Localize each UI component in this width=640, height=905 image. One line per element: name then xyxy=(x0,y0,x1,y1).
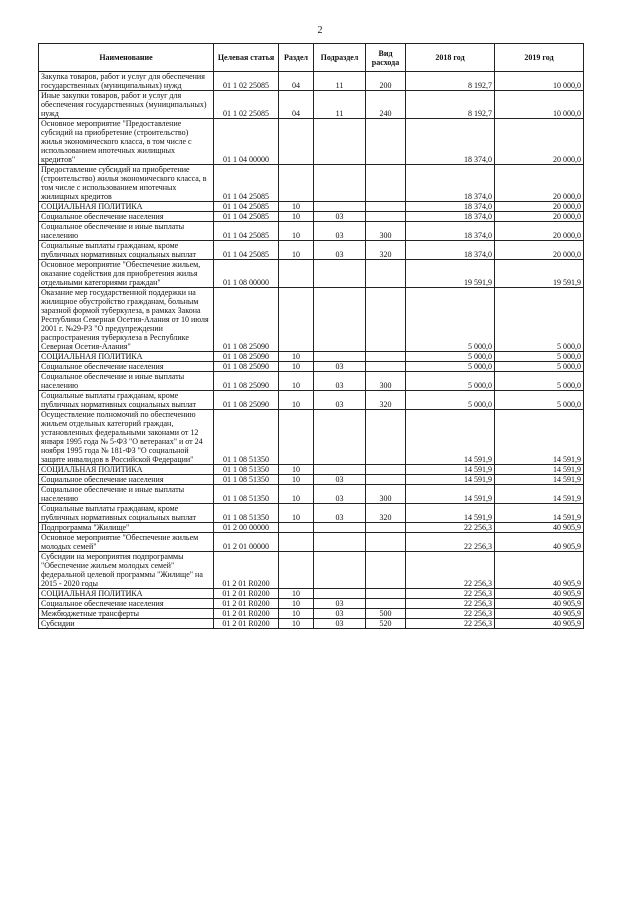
cell-section xyxy=(279,260,314,288)
cell-expense-type xyxy=(366,212,406,222)
cell-expense-type: 520 xyxy=(366,619,406,629)
cell-amount-2018: 14 591,9 xyxy=(406,410,495,465)
table-row xyxy=(39,410,584,465)
cell-expense-type: 500 xyxy=(366,609,406,619)
cell-amount-2018: 5 000,0 xyxy=(406,362,495,372)
cell-amount-2018: 5 000,0 xyxy=(406,288,495,352)
cell-name: Межбюджетные трансферты xyxy=(39,609,214,619)
table-row xyxy=(39,165,584,202)
cell-expense-type: 300 xyxy=(366,372,406,391)
cell-subsection: 03 xyxy=(314,619,366,629)
cell-target-article: 01 2 01 R0200 xyxy=(214,619,279,629)
table-row xyxy=(39,260,584,288)
cell-name: Социальные выплаты гражданам, кроме публичных нормативных социальных выплат xyxy=(39,241,214,260)
cell-target-article: 01 2 01 R0200 xyxy=(214,589,279,599)
cell-name: Основное мероприятие "Обеспечение жильем, оказание содействия для приобретения жилья отдельными категориями граждан" xyxy=(39,260,214,288)
cell-subsection: 03 xyxy=(314,599,366,609)
cell-amount-2018: 14 591,9 xyxy=(406,485,495,504)
cell-expense-type xyxy=(366,288,406,352)
table-row xyxy=(39,202,584,212)
cell-amount-2019: 5 000,0 xyxy=(495,372,584,391)
cell-amount-2018: 22 256,3 xyxy=(406,619,495,629)
cell-expense-type xyxy=(366,599,406,609)
cell-amount-2018: 5 000,0 xyxy=(406,372,495,391)
cell-amount-2019: 14 591,9 xyxy=(495,465,584,475)
cell-subsection: 03 xyxy=(314,372,366,391)
cell-name: Социальное обеспечение населения xyxy=(39,362,214,372)
cell-amount-2019: 40 905,9 xyxy=(495,599,584,609)
cell-expense-type xyxy=(366,552,406,589)
table-row xyxy=(39,609,584,619)
header-year-2018: 2018 год xyxy=(406,44,495,72)
header-name: Наименование xyxy=(39,44,214,72)
cell-subsection xyxy=(314,202,366,212)
cell-subsection: 03 xyxy=(314,241,366,260)
table-row xyxy=(39,72,584,91)
cell-subsection: 03 xyxy=(314,212,366,222)
cell-target-article: 01 2 01 R0200 xyxy=(214,599,279,609)
cell-section: 10 xyxy=(279,465,314,475)
cell-expense-type xyxy=(366,523,406,533)
cell-amount-2019: 40 905,9 xyxy=(495,589,584,599)
cell-subsection: 03 xyxy=(314,391,366,410)
cell-section: 10 xyxy=(279,352,314,362)
cell-section: 10 xyxy=(279,202,314,212)
cell-amount-2018: 14 591,9 xyxy=(406,475,495,485)
cell-target-article: 01 2 01 R0200 xyxy=(214,552,279,589)
cell-amount-2019: 10 000,0 xyxy=(495,91,584,119)
cell-section xyxy=(279,533,314,552)
cell-target-article: 01 1 08 51350 xyxy=(214,410,279,465)
cell-expense-type xyxy=(366,589,406,599)
cell-amount-2018: 18 374,0 xyxy=(406,241,495,260)
cell-section: 10 xyxy=(279,609,314,619)
cell-expense-type xyxy=(366,260,406,288)
cell-target-article: 01 1 04 25085 xyxy=(214,212,279,222)
cell-target-article: 01 2 00 00000 xyxy=(214,523,279,533)
cell-subsection xyxy=(314,589,366,599)
cell-name: СОЦИАЛЬНАЯ ПОЛИТИКА xyxy=(39,352,214,362)
cell-name: Социальное обеспечение и иные выплаты населению xyxy=(39,485,214,504)
cell-name: Социальное обеспечение населения xyxy=(39,599,214,609)
cell-target-article: 01 1 08 25090 xyxy=(214,288,279,352)
cell-subsection: 03 xyxy=(314,485,366,504)
cell-target-article: 01 1 08 25090 xyxy=(214,391,279,410)
table-row xyxy=(39,288,584,352)
cell-subsection: 03 xyxy=(314,504,366,523)
cell-amount-2019: 5 000,0 xyxy=(495,288,584,352)
cell-amount-2018: 19 591,9 xyxy=(406,260,495,288)
table-row xyxy=(39,475,584,485)
cell-target-article: 01 1 08 00000 xyxy=(214,260,279,288)
cell-amount-2019: 40 905,9 xyxy=(495,552,584,589)
table-row xyxy=(39,523,584,533)
cell-amount-2019: 20 000,0 xyxy=(495,119,584,165)
cell-name: Предоставление субсидий на приобретение (строительство) жилья экономического класса, в том числе с использованием ипотечных жилищных кредитов xyxy=(39,165,214,202)
table-row xyxy=(39,352,584,362)
cell-target-article: 01 1 08 25090 xyxy=(214,352,279,362)
header-year-2019: 2019 год xyxy=(495,44,584,72)
cell-name: Социальное обеспечение и иные выплаты населению xyxy=(39,372,214,391)
cell-subsection xyxy=(314,523,366,533)
cell-subsection xyxy=(314,165,366,202)
cell-section: 10 xyxy=(279,599,314,609)
cell-expense-type xyxy=(366,202,406,212)
cell-amount-2018: 18 374,0 xyxy=(406,222,495,241)
cell-section: 04 xyxy=(279,91,314,119)
table-row xyxy=(39,599,584,609)
cell-name: Социальное обеспечение населения xyxy=(39,212,214,222)
cell-expense-type: 200 xyxy=(366,72,406,91)
cell-expense-type xyxy=(366,475,406,485)
table-row xyxy=(39,212,584,222)
cell-amount-2019: 20 000,0 xyxy=(495,241,584,260)
cell-section xyxy=(279,165,314,202)
cell-section: 10 xyxy=(279,475,314,485)
table-row xyxy=(39,222,584,241)
cell-subsection: 03 xyxy=(314,362,366,372)
cell-section: 10 xyxy=(279,222,314,241)
cell-section xyxy=(279,552,314,589)
cell-amount-2019: 20 000,0 xyxy=(495,212,584,222)
cell-amount-2019: 20 000,0 xyxy=(495,202,584,212)
table-row xyxy=(39,533,584,552)
cell-subsection: 03 xyxy=(314,475,366,485)
table-row xyxy=(39,465,584,475)
cell-amount-2018: 22 256,3 xyxy=(406,599,495,609)
cell-amount-2018: 22 256,3 xyxy=(406,609,495,619)
cell-subsection: 03 xyxy=(314,222,366,241)
cell-name: Социальные выплаты гражданам, кроме публичных нормативных социальных выплат xyxy=(39,391,214,410)
cell-name: Субсидии xyxy=(39,619,214,629)
table-row xyxy=(39,504,584,523)
cell-amount-2018: 22 256,3 xyxy=(406,589,495,599)
cell-amount-2018: 8 192,7 xyxy=(406,91,495,119)
table-row xyxy=(39,391,584,410)
table-row xyxy=(39,119,584,165)
cell-name: Социальное обеспечение населения xyxy=(39,475,214,485)
cell-target-article: 01 1 04 25085 xyxy=(214,202,279,212)
cell-amount-2018: 22 256,3 xyxy=(406,533,495,552)
cell-amount-2019: 20 000,0 xyxy=(495,222,584,241)
cell-section: 10 xyxy=(279,589,314,599)
cell-amount-2018: 5 000,0 xyxy=(406,391,495,410)
cell-name: Социальное обеспечение и иные выплаты населению xyxy=(39,222,214,241)
cell-subsection xyxy=(314,260,366,288)
cell-amount-2018: 18 374,0 xyxy=(406,202,495,212)
header-target-article: Целевая статья xyxy=(214,44,279,72)
cell-amount-2019: 40 905,9 xyxy=(495,533,584,552)
budget-table xyxy=(38,43,584,629)
cell-subsection: 03 xyxy=(314,609,366,619)
cell-expense-type: 300 xyxy=(366,222,406,241)
cell-subsection: 11 xyxy=(314,72,366,91)
cell-amount-2019: 20 000,0 xyxy=(495,165,584,202)
cell-amount-2019: 14 591,9 xyxy=(495,504,584,523)
cell-section xyxy=(279,119,314,165)
cell-name: Основное мероприятие "Предоставление субсидий на приобретение (строительство) жилья экономического класса, в том числе с использованием ипотечных жилищных кредитов" xyxy=(39,119,214,165)
cell-section: 10 xyxy=(279,362,314,372)
cell-section xyxy=(279,523,314,533)
table-row xyxy=(39,619,584,629)
table-row xyxy=(39,241,584,260)
cell-amount-2018: 8 192,7 xyxy=(406,72,495,91)
cell-subsection xyxy=(314,465,366,475)
cell-section: 10 xyxy=(279,619,314,629)
cell-amount-2018: 18 374,0 xyxy=(406,212,495,222)
cell-section: 10 xyxy=(279,241,314,260)
table-row xyxy=(39,91,584,119)
cell-section: 10 xyxy=(279,212,314,222)
header-subsection: Подраздел xyxy=(314,44,366,72)
cell-expense-type: 300 xyxy=(366,485,406,504)
table-body xyxy=(39,72,584,629)
cell-subsection xyxy=(314,410,366,465)
page-number: 2 xyxy=(317,25,323,36)
cell-target-article: 01 1 08 51350 xyxy=(214,504,279,523)
cell-target-article: 01 1 08 25090 xyxy=(214,372,279,391)
cell-amount-2019: 5 000,0 xyxy=(495,391,584,410)
table-row xyxy=(39,485,584,504)
cell-amount-2019: 40 905,9 xyxy=(495,523,584,533)
cell-section: 10 xyxy=(279,372,314,391)
cell-expense-type: 320 xyxy=(366,391,406,410)
table-row xyxy=(39,589,584,599)
cell-subsection xyxy=(314,552,366,589)
cell-subsection xyxy=(314,288,366,352)
cell-expense-type xyxy=(366,465,406,475)
cell-name: Субсидии на мероприятия подпрограммы "Обеспечение жильем молодых семей" федеральной целевой программы "Жилище" на 2015 - 2020 годы xyxy=(39,552,214,589)
cell-subsection: 11 xyxy=(314,91,366,119)
cell-target-article: 01 1 04 25085 xyxy=(214,165,279,202)
cell-name: СОЦИАЛЬНАЯ ПОЛИТИКА xyxy=(39,589,214,599)
cell-amount-2018: 22 256,3 xyxy=(406,552,495,589)
cell-expense-type xyxy=(366,165,406,202)
cell-name: Оказание мер государственной поддержки на жилищное обустройство гражданам, больным заразной формой туберкулеза, в рамках Закона Республики Северная Осетия-Алания от 10 июля 2001 г. №29-РЗ "О предупреждении распространения туберкулеза в Республике Северная Осетия-Алания" xyxy=(39,288,214,352)
cell-section: 10 xyxy=(279,504,314,523)
cell-target-article: 01 1 04 00000 xyxy=(214,119,279,165)
cell-amount-2019: 5 000,0 xyxy=(495,362,584,372)
cell-target-article: 01 2 01 00000 xyxy=(214,533,279,552)
cell-subsection xyxy=(314,533,366,552)
cell-name: Иные закупки товаров, работ и услуг для обеспечения государственных (муниципальных) нужд xyxy=(39,91,214,119)
cell-name: СОЦИАЛЬНАЯ ПОЛИТИКА xyxy=(39,202,214,212)
cell-expense-type xyxy=(366,352,406,362)
cell-name: Социальные выплаты гражданам, кроме публичных нормативных социальных выплат xyxy=(39,504,214,523)
cell-name: Подпрограмма "Жилище" xyxy=(39,523,214,533)
cell-section: 04 xyxy=(279,72,314,91)
cell-target-article: 01 1 08 51350 xyxy=(214,475,279,485)
cell-target-article: 01 2 01 R0200 xyxy=(214,609,279,619)
cell-target-article: 01 1 02 25085 xyxy=(214,91,279,119)
cell-target-article: 01 1 08 51350 xyxy=(214,465,279,475)
cell-amount-2018: 14 591,9 xyxy=(406,465,495,475)
cell-expense-type xyxy=(366,410,406,465)
cell-amount-2019: 14 591,9 xyxy=(495,485,584,504)
cell-target-article: 01 1 04 25085 xyxy=(214,241,279,260)
cell-section: 10 xyxy=(279,391,314,410)
table-header-row xyxy=(39,44,584,72)
cell-amount-2018: 14 591,9 xyxy=(406,504,495,523)
cell-amount-2019: 19 591,9 xyxy=(495,260,584,288)
cell-expense-type: 240 xyxy=(366,91,406,119)
cell-expense-type xyxy=(366,119,406,165)
cell-name: СОЦИАЛЬНАЯ ПОЛИТИКА xyxy=(39,465,214,475)
cell-expense-type xyxy=(366,533,406,552)
cell-amount-2019: 14 591,9 xyxy=(495,475,584,485)
cell-expense-type: 320 xyxy=(366,241,406,260)
cell-target-article: 01 1 04 25085 xyxy=(214,222,279,241)
cell-amount-2019: 40 905,9 xyxy=(495,619,584,629)
cell-subsection xyxy=(314,119,366,165)
cell-expense-type: 320 xyxy=(366,504,406,523)
table-row xyxy=(39,362,584,372)
cell-amount-2019: 10 000,0 xyxy=(495,72,584,91)
cell-name: Закупка товаров, работ и услуг для обеспечения государственных (муниципальных) нужд xyxy=(39,72,214,91)
cell-name: Осуществление полномочий по обеспечению жильем отдельных категорий граждан, установленных федеральными законами от 12 января 1995 года № 5-ФЗ "О ветеранах" и от 24 ноября 1995 года № 181-ФЗ "О социальной защите инвалидов в Российской Федерации" xyxy=(39,410,214,465)
cell-target-article: 01 1 08 51350 xyxy=(214,485,279,504)
cell-target-article: 01 1 08 25090 xyxy=(214,362,279,372)
cell-subsection xyxy=(314,352,366,362)
header-expense-type: Вид расхода xyxy=(366,44,406,72)
cell-amount-2018: 18 374,0 xyxy=(406,165,495,202)
cell-amount-2019: 5 000,0 xyxy=(495,352,584,362)
table-row xyxy=(39,372,584,391)
header-section: Раздел xyxy=(279,44,314,72)
cell-amount-2019: 40 905,9 xyxy=(495,609,584,619)
cell-amount-2018: 22 256,3 xyxy=(406,523,495,533)
cell-amount-2019: 14 591,9 xyxy=(495,410,584,465)
cell-name: Основное мероприятие "Обеспечение жильем молодых семей" xyxy=(39,533,214,552)
cell-section xyxy=(279,410,314,465)
cell-target-article: 01 1 02 25085 xyxy=(214,72,279,91)
table-row xyxy=(39,552,584,589)
cell-amount-2018: 18 374,0 xyxy=(406,119,495,165)
cell-section: 10 xyxy=(279,485,314,504)
cell-expense-type xyxy=(366,362,406,372)
cell-section xyxy=(279,288,314,352)
cell-amount-2018: 5 000,0 xyxy=(406,352,495,362)
